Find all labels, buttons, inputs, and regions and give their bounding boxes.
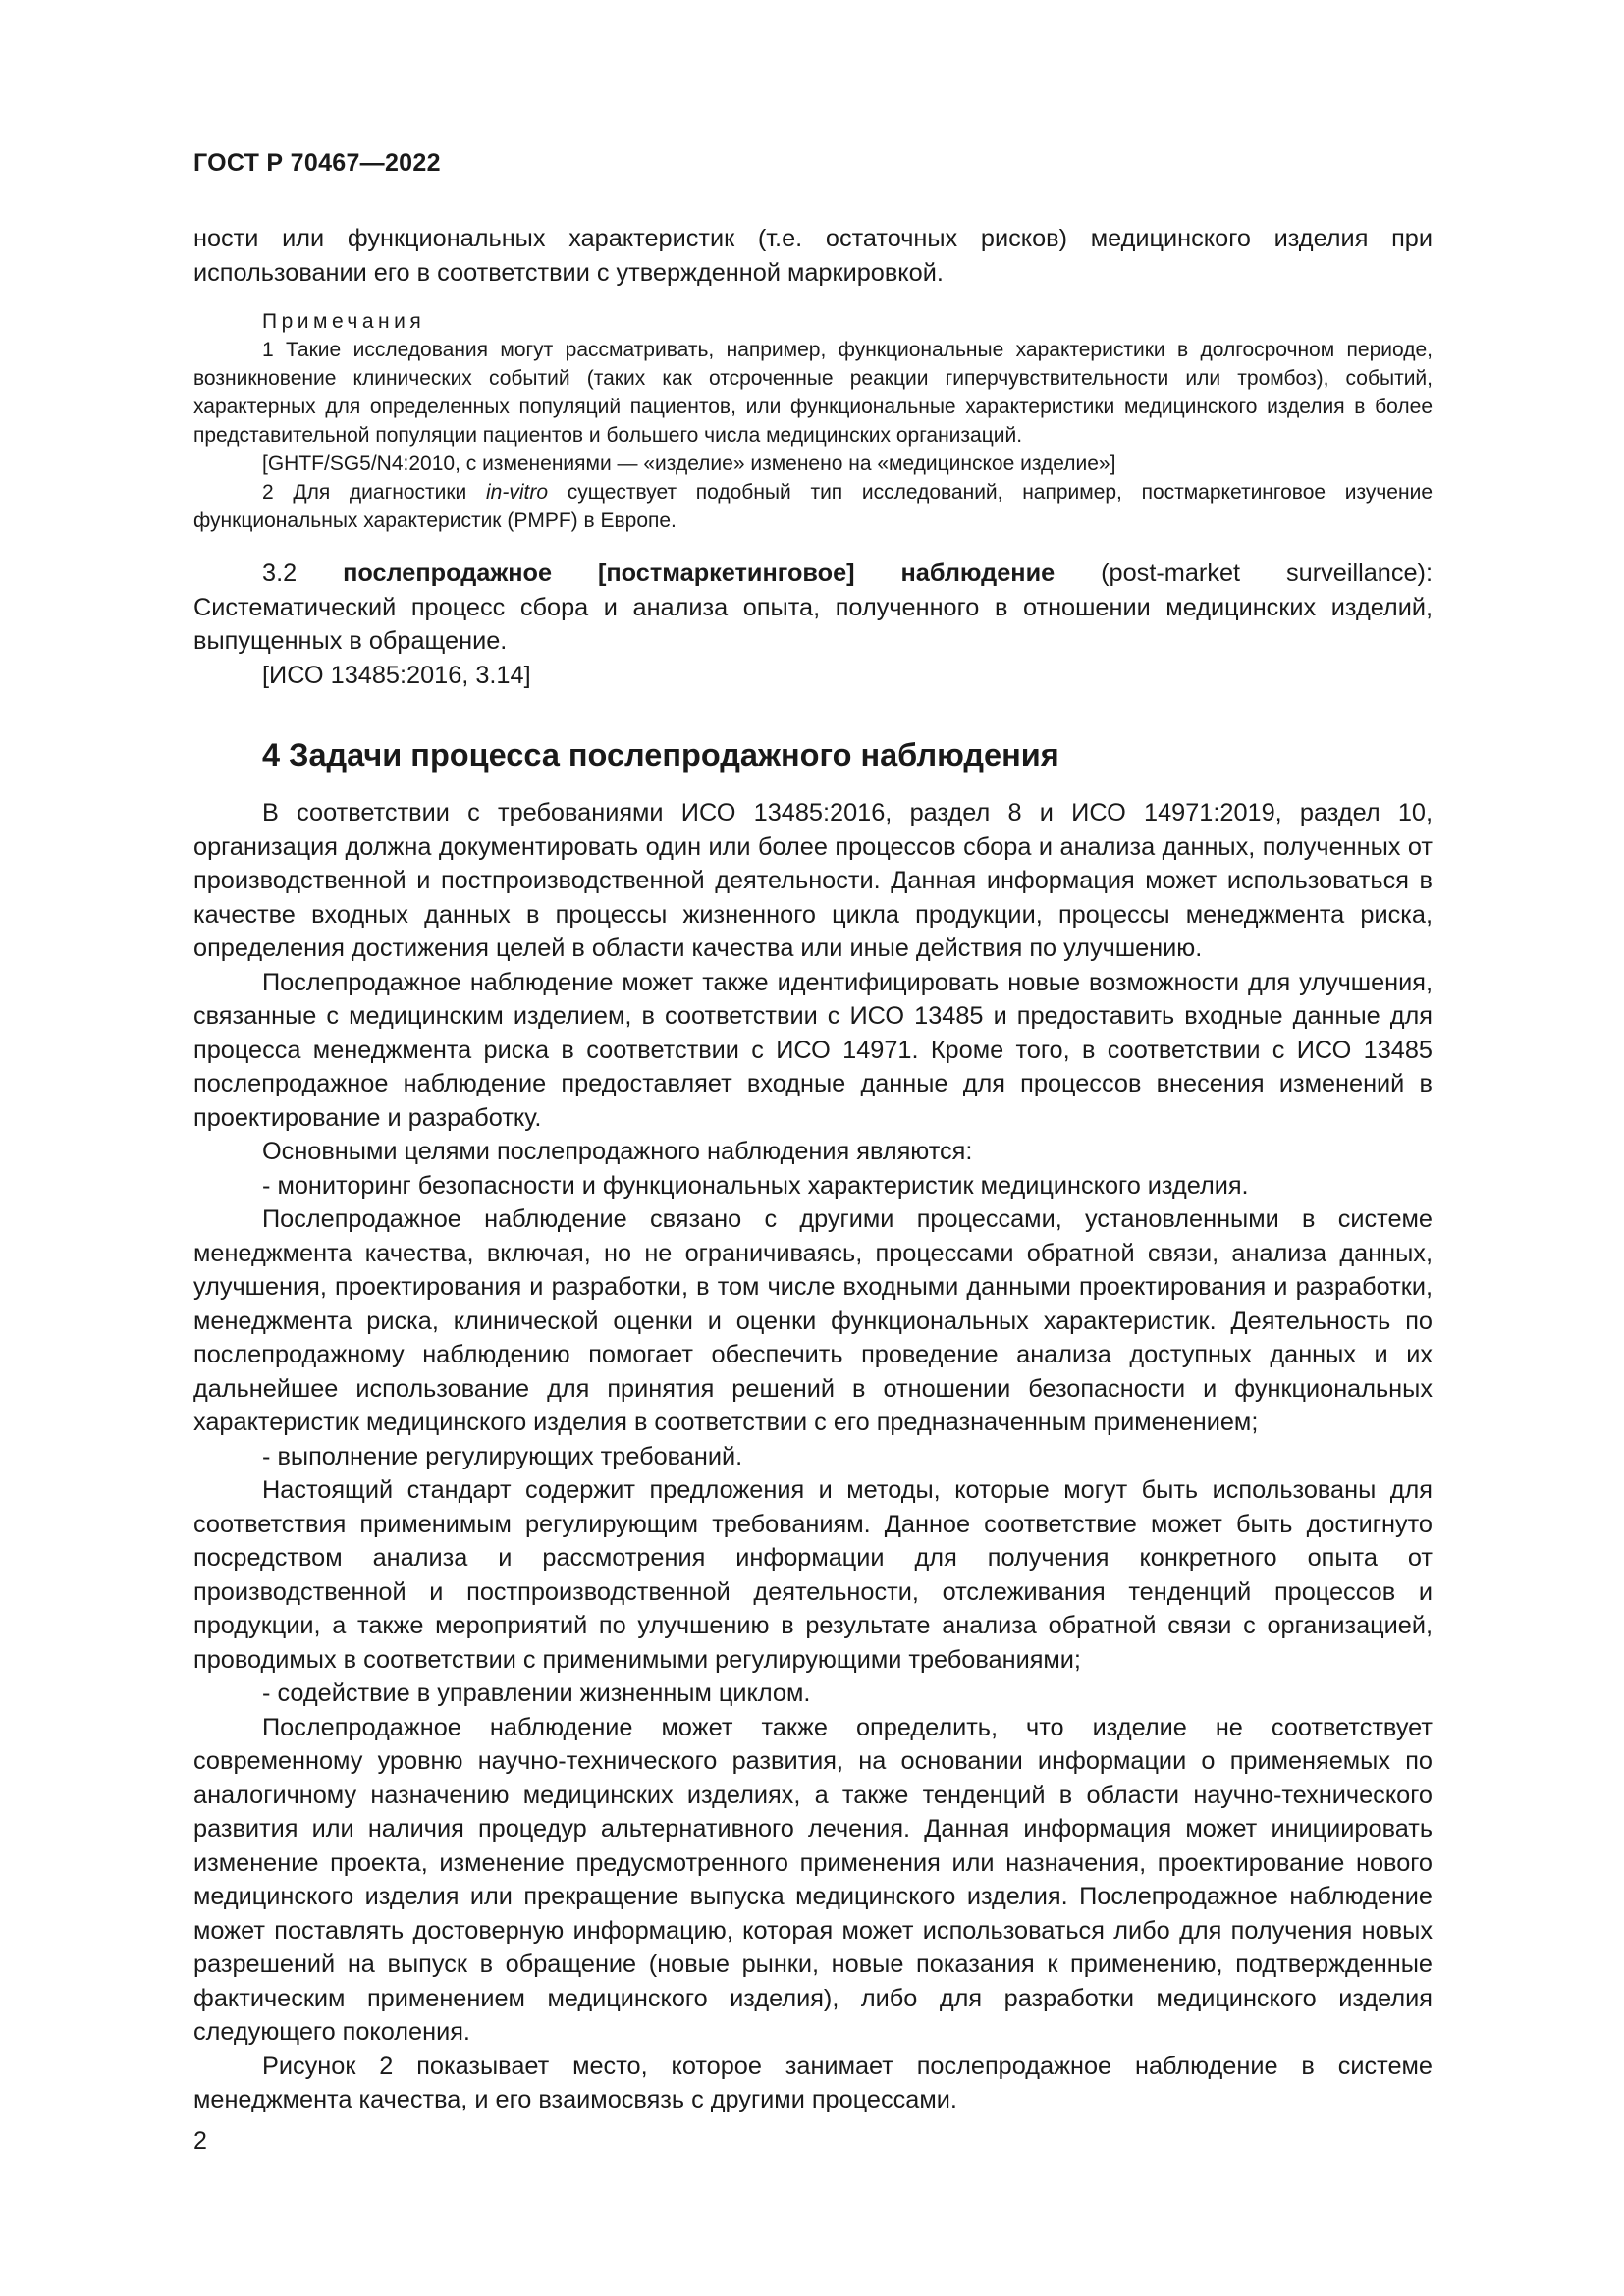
page-content: [193, 222, 1433, 2117]
note-1-source: [GHTF/SG5/N4:2010, с изменениями — «изделие» изменено на «медицинское изделие»]: [262, 453, 1116, 475]
note-1: 1 Такие исследования могут рассматривать, например, функциональные характеристики в долгосрочном периоде, возникновение клинических событий (таких как отсроченные реакции гиперчувствительности или тромбоз), событий, характерных для определенных популяций пациентов, или функциональные характеристики медицинского изделия в более представительной популяции пациентов и большего числа медицинских организаций.: [193, 339, 1433, 447]
notes-title: Примечания: [262, 310, 426, 333]
note-2-end: существует подобный тип исследований, например, постмаркетинговое изучение функциональных характеристик (PMPF) в Европе.: [193, 481, 1433, 532]
section-4-paragraph: Основными целями послепродажного наблюдения являются:: [262, 1138, 973, 1165]
term-paragraph: [193, 557, 1433, 659]
section-4-list-item: - выполнение регулирующих требований.: [262, 1442, 743, 1470]
section-4-body: [193, 796, 1433, 2117]
term-source: [ИСО 13485:2016, 3.14]: [262, 661, 531, 689]
notes-block: [193, 307, 1433, 535]
section-4-paragraph: Послепродажное наблюдение связано с другими процессами, установленными в системе менеджмента качества, включая, но не ограничиваясь, процессами обратной связи, анализа данных, улучшения, проектирования и разработки, в том числе входными данными проектирования и разработки, менеджмента риска, клинической оценки и оценки функциональных характеристик. Деятельность по послепродажному наблюдению помогает обеспечить проведение анализа доступных данных и их дальнейшее использование для принятия решений в отношении безопасности и функциональных характеристик медицинского изделия в соответствии с его предназначенным применением;: [193, 1205, 1433, 1436]
section-4-paragraph: Настоящий стандарт содержит предложения и методы, которые могут быть использованы для соответствия применимым регулирующим требованиям. Данное соответствие может быть достигнуто посредством анализа и рассмотрения информации для получения конкретного опыта от производственной и постпроизводственной деятельности, отслеживания тенденций процессов и продукции, а также мероприятий по улучшению в результате анализа обратной связи с организацией, проводимых в соответствии с применимыми регулирующими требованиями;: [193, 1476, 1433, 1674]
section-4-paragraph: В соответствии с требованиями ИСО 13485:2016, раздел 8 и ИСО 14971:2019, раздел 10, организация должна документировать один или более процессов сбора и анализа данных, полученных от производственной и постпроизводственной деятельности. Данная информация может использоваться в качестве входных данных в процессы жизненного цикла продукции, процессы менеджмента риска, определения достижения целей в области качества или иные действия по улучшению.: [193, 799, 1433, 962]
intro-continuation: ности или функциональных характеристик (т.е. остаточных рисков) медицинского изделия при использовании его в соответствии с утвержденной маркировкой.: [193, 225, 1433, 287]
term-definition-3-2: [193, 557, 1433, 692]
section-4-list-item: - содействие в управлении жизненным циклом.: [262, 1680, 811, 1707]
section-4-paragraph: Рисунок 2 показывает место, которое занимает послепродажное наблюдение в системе менеджмента качества, и его взаимосвязь с другими процессами.: [193, 2052, 1433, 2113]
document-header: ГОСТ Р 70467—2022: [193, 149, 441, 177]
note-2-start: 2 Для диагностики: [262, 481, 486, 504]
note-2: [193, 478, 1433, 535]
section-4-list-item: - мониторинг безопасности и функциональных характеристик медицинского изделия.: [262, 1171, 1249, 1200]
section-4-paragraph: Послепродажное наблюдение может также определить, что изделие не соответствует современному уровню научно-технического развития, на основании информации о применяемых по аналогичному назначению медицинских изделиях, а также тенденций в области научно-технического развития или наличия процедур альтернативного лечения. Данная информация может инициировать изменение проекта, изменение предусмотренного применения или назначения, проектирование нового медицинского изделия или прекращение выпуска медицинского изделия. Послепродажное наблюдение может поставлять достоверную информацию, которая может использоваться либо для получения новых разрешений на выпуск в обращение (новые рынки, новые показания к применению, подтвержденные фактическим применением медицинского изделия), либо для разработки медицинского изделия следующего поколения.: [193, 1713, 1433, 2046]
section-4-paragraph: Послепродажное наблюдение может также идентифицировать новые возможности для улучшения, связанные с медицинским изделием, в соответствии с ИСО 13485 и предоставить входные данные для процесса менеджмента риска в соответствии с ИСО 14971. Кроме того, в соответствии с ИСО 13485 послепродажное наблюдение предоставляет входные данные для процессов внесения изменений в проектирование и разработку.: [193, 968, 1433, 1132]
note-2-italic: in-vitro: [485, 481, 548, 504]
term-number: 3.2: [262, 560, 344, 587]
page-number: 2: [193, 2127, 207, 2155]
term-name: послепродажное [постмаркетинговое] наблюдение: [343, 560, 1056, 587]
section-4-title: 4 Задачи процесса послепродажного наблюдения: [262, 737, 1059, 773]
term-definition-text: (post-market surveillance): Систематический процесс сбора и анализа опыта, полученного в отношении медицинских изделий, выпущенных в обращение.: [193, 560, 1434, 655]
